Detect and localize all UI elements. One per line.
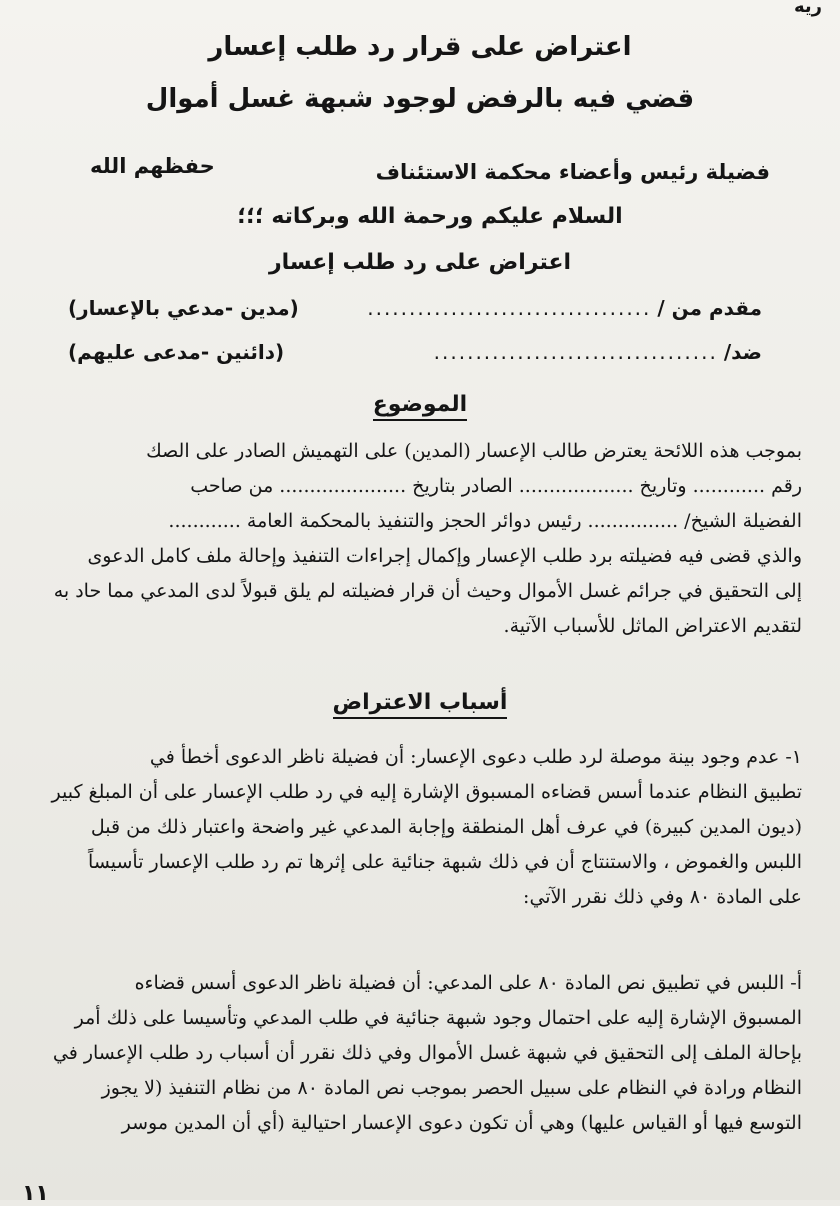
topic-heading	[0, 392, 840, 417]
paragraph-line: النظام ورادة في النظام على سبيل الحصر بموجب نص المادة ٨٠ من نظام التنفيذ (لا يجوز	[101, 1077, 802, 1099]
paragraph-line: تطبيق النظام عندما أسس قضاءه المسبوق الإشارة إليه في رد طلب الإعسار على أن المبلغ كبير	[51, 781, 802, 803]
paragraph-line: المسبوق الإشارة إليه على احتمال وجود شبهة جنائية في طلب المدعي وتأسيسا على ذلك أمر	[74, 1007, 802, 1029]
submitted-by-row	[68, 296, 762, 320]
corner-mark: ريه	[793, 0, 822, 17]
submitted-by-dots: ..................................	[367, 296, 652, 320]
document-title-line-2: قضي فيه بالرفض لوجود شبهة غسل أموال	[145, 84, 695, 114]
reasons-heading	[0, 690, 840, 715]
document-title-line-1: اعتراض على قرار رد طلب إعسار	[208, 32, 632, 62]
against-label: ضد/	[723, 340, 762, 364]
subject-title: اعتراض على رد طلب إعسار	[268, 250, 572, 275]
paragraph-line: الفضيلة الشيخ/ ............... رئيس دوائر الحجز والتنفيذ بالمحكمة العامة ............	[168, 510, 802, 532]
paragraph-line: لتقديم الاعتراض الماثل للأسباب الآتية.	[503, 615, 802, 637]
paragraph-line: التوسع فيها أو القياس عليها) وهي أن تكون دعوى الإعسار احتيالية (أي أن المدين موسر	[121, 1112, 802, 1134]
paragraph-line: على المادة ٨٠ وفي ذلك نقرر الآتي:	[523, 886, 802, 908]
paragraph-line: (ديون المدين كبيرة) في عرف أهل المنطقة وإجابة المدعي غير واضحة واعتبار ذلك من قبل	[90, 816, 802, 838]
reason-a-paragraph	[38, 966, 802, 1141]
paragraph-line: رقم ............ وتاريخ ................... الصادر بتاريخ ..................... من صاحب	[190, 475, 802, 497]
submitted-by-label: مقدم من /	[657, 296, 762, 320]
against-dots: ..................................	[433, 340, 718, 364]
intro-paragraph	[38, 434, 802, 644]
paragraph-line: اللبس والغموض ، والاستنتاج أن في ذلك شبهة جنائية على إثرها تم رد طلب الإعسار تأسيساً	[88, 851, 802, 873]
paragraph-line: ١- عدم وجود بينة موصلة لرد طلب دعوى الإعسار: أن فضيلة ناظر الدعوى أخطأ في	[149, 746, 802, 768]
submitted-by-value: (مدين -مدعي بالإعسار)	[68, 296, 299, 320]
addressee: فضيلة رئيس وأعضاء محكمة الاستئناف	[375, 160, 770, 184]
paragraph-line: والذي قضى فيه فضيلته برد طلب الإعسار وإكمال إجراءات التنفيذ وإحالة ملف كامل الدعوى	[87, 545, 802, 567]
paragraph-line: بموجب هذه اللائحة يعترض طالب الإعسار (المدين) على التهميش الصادر على الصك	[146, 440, 802, 462]
paragraph-line: أ- اللبس في تطبيق نص المادة ٨٠ على المدعي: أن فضيلة ناظر الدعوى أسس قضاءه	[134, 972, 802, 994]
topic-heading-text: الموضوع	[373, 392, 467, 421]
against-value: (دائنين -مدعى عليهم)	[68, 340, 285, 364]
paragraph-line: إلى التحقيق في جرائم غسل الأموال وحيث أن قرار فضيلته لم يلق قبولاً لدى المدعي مما حاد به	[53, 580, 802, 602]
reason-1-paragraph	[38, 740, 802, 915]
honorific: حفظهم الله	[90, 154, 215, 178]
greeting: السلام عليكم ورحمة الله وبركاته ؛؛؛	[237, 204, 623, 229]
paragraph-line: بإحالة الملف إلى التحقيق في شبهة غسل الأموال وفي ذلك نقرر أن أسباب رد طلب الإعسار في	[52, 1042, 802, 1064]
against-row	[68, 340, 762, 364]
reasons-heading-text: أسباب الاعتراض	[333, 690, 508, 719]
page-number: ١١	[22, 1181, 49, 1206]
